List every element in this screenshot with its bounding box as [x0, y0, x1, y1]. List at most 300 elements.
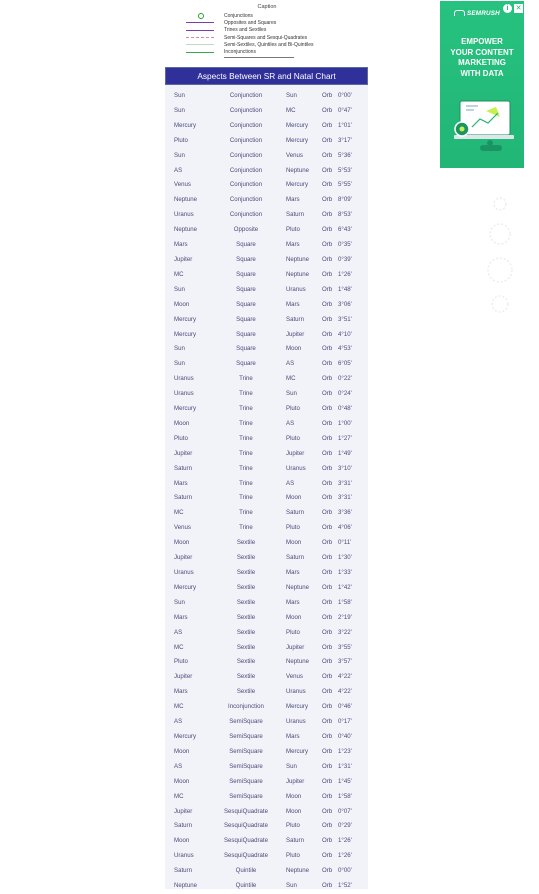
- legend-label: Conjunctions: [224, 12, 253, 19]
- aspects-panel: [165, 67, 368, 889]
- natal-planet: Moon: [286, 494, 302, 502]
- natal-planet: Uranus: [286, 688, 306, 696]
- orb-value: 3°31': [338, 494, 352, 502]
- orb-value: 6°43': [338, 226, 352, 234]
- orb-value: 5°36': [338, 151, 352, 159]
- sr-planet: Mercury: [174, 121, 197, 129]
- natal-planet: Sun: [286, 92, 297, 99]
- sr-planet: Pluto: [174, 136, 188, 144]
- aspect-row: [165, 372, 368, 387]
- natal-planet: Saturn: [286, 315, 304, 323]
- orb-value: 3°10': [338, 464, 352, 472]
- natal-planet: Neptune: [286, 270, 310, 278]
- sr-planet: MC: [174, 509, 184, 517]
- sr-planet: AS: [174, 718, 183, 726]
- aspect-row: [165, 193, 368, 208]
- sr-planet: MC: [174, 703, 184, 711]
- orb-label: Orb: [322, 703, 333, 711]
- orb-label: Orb: [322, 390, 333, 398]
- aspect-type: Trine: [239, 390, 253, 398]
- orb-value: 8°53': [338, 211, 352, 219]
- legend-item: [186, 48, 348, 55]
- aspect-row: [165, 283, 368, 298]
- caption-title: Caption: [257, 4, 277, 10]
- aspect-row: [165, 641, 368, 656]
- aspect-row: [165, 834, 368, 849]
- sr-planet: Mercury: [174, 315, 197, 323]
- sr-planet: Sun: [174, 360, 185, 368]
- ad-headline-line: EMPOWER: [461, 37, 503, 46]
- orb-value: 0°48': [338, 405, 352, 413]
- orb-label: Orb: [322, 255, 333, 263]
- orb-value: 8°09': [338, 196, 352, 204]
- sr-planet: Jupiter: [174, 255, 193, 263]
- natal-planet: Venus: [286, 673, 303, 681]
- orb-value: 0°39': [338, 255, 352, 263]
- legend-swatch-icon: [186, 41, 214, 48]
- aspect-row: [165, 417, 368, 432]
- orb-value: 1°26': [338, 270, 352, 278]
- orb-label: Orb: [322, 732, 333, 740]
- orb-label: Orb: [322, 405, 333, 413]
- sr-planet: Moon: [174, 539, 190, 547]
- aspect-row: [165, 208, 368, 223]
- aspect-row: [165, 626, 368, 641]
- aspect-row: [165, 879, 368, 894]
- orb-value: 4°06': [338, 524, 352, 532]
- orb-value: 5°55': [338, 181, 352, 189]
- aspect-type: Conjunction: [229, 106, 263, 114]
- aspect-type: Square: [236, 330, 256, 338]
- natal-planet: Sun: [286, 390, 297, 398]
- aspect-type: SemiSquare: [229, 792, 263, 800]
- sr-planet: Mars: [174, 613, 188, 621]
- natal-planet: Moon: [286, 345, 302, 353]
- orb-label: Orb: [322, 136, 333, 144]
- orb-label: Orb: [322, 583, 333, 591]
- orb-value: 3°55': [338, 643, 352, 651]
- natal-planet: Sun: [286, 762, 297, 770]
- orb-value: 3°57': [338, 658, 352, 666]
- orb-label: Orb: [322, 658, 333, 666]
- natal-planet: Neptune: [286, 583, 310, 591]
- sr-planet: Mercury: [174, 330, 197, 338]
- aspect-type: Conjunction: [229, 211, 263, 219]
- natal-planet: Saturn: [286, 554, 304, 562]
- orb-value: 1°00': [338, 419, 352, 427]
- orb-label: Orb: [322, 345, 333, 353]
- aspect-row: [165, 611, 368, 626]
- aspect-type: Trine: [239, 375, 253, 383]
- sr-planet: Pluto: [174, 434, 188, 442]
- aspect-type: Square: [236, 255, 256, 263]
- sr-planet: Neptune: [174, 226, 198, 234]
- orb-label: Orb: [322, 509, 333, 517]
- orb-label: Orb: [322, 419, 333, 427]
- orb-value: 1°26': [338, 852, 352, 860]
- natal-planet: Sun: [286, 882, 297, 890]
- sr-planet: Sun: [174, 92, 185, 99]
- legend-divider: [224, 57, 294, 58]
- orb-value: 3°06': [338, 300, 352, 308]
- natal-planet: Pluto: [286, 524, 300, 532]
- natal-planet: Pluto: [286, 822, 300, 830]
- aspect-type: Conjunction: [229, 136, 263, 144]
- aspect-row: [165, 223, 368, 238]
- ad-headline-line: MARKETING: [458, 58, 506, 68]
- orb-label: Orb: [322, 106, 333, 114]
- aspect-row: [165, 849, 368, 864]
- orb-value: 0°22': [338, 375, 352, 383]
- aspect-row: [165, 164, 368, 179]
- sr-planet: Saturn: [174, 822, 192, 830]
- orb-value: 0°47': [338, 106, 352, 114]
- aspect-row: [165, 536, 368, 551]
- aspect-type: SemiSquare: [229, 718, 263, 726]
- natal-planet: Saturn: [286, 211, 304, 219]
- panel-title: Aspects Between SR and Natal Chart: [165, 67, 368, 85]
- aspect-type: Sextile: [236, 658, 256, 666]
- natal-planet: Pluto: [286, 628, 300, 636]
- natal-planet: Moon: [286, 792, 302, 800]
- sr-planet: Uranus: [174, 390, 194, 398]
- sr-planet: Uranus: [174, 569, 194, 576]
- natal-planet: Pluto: [286, 226, 300, 234]
- aspect-type: Sextile: [236, 643, 256, 651]
- aspect-type: Trine: [239, 509, 253, 517]
- orb-value: 0°24': [338, 390, 352, 398]
- aspect-type: Square: [236, 345, 256, 353]
- natal-planet: Uranus: [286, 285, 306, 293]
- orb-label: Orb: [322, 539, 333, 547]
- orb-label: Orb: [322, 241, 333, 249]
- natal-planet: AS: [286, 479, 295, 487]
- aspect-row: [165, 670, 368, 685]
- aspect-row: [165, 134, 368, 149]
- aspect-row: [165, 551, 368, 566]
- orb-value: 0°17': [338, 718, 352, 726]
- orb-label: Orb: [322, 285, 333, 293]
- aspect-type: SemiSquare: [229, 762, 263, 770]
- aspect-row: [165, 596, 368, 611]
- natal-planet: Saturn: [286, 837, 304, 845]
- aspect-type: Sextile: [236, 613, 256, 621]
- sr-planet: Sun: [174, 345, 185, 353]
- natal-planet: Jupiter: [286, 777, 305, 785]
- orb-label: Orb: [322, 211, 333, 219]
- legend-swatch-icon: [186, 27, 214, 34]
- aspect-row: [165, 432, 368, 447]
- orb-value: 1°42': [338, 583, 352, 591]
- orb-value: 1°58': [338, 598, 352, 606]
- aspect-type: SesquiQuadrate: [223, 822, 269, 830]
- orb-label: Orb: [322, 315, 333, 323]
- natal-planet: Pluto: [286, 852, 300, 860]
- orb-value: 1°01': [338, 121, 352, 129]
- aspect-row: [165, 745, 368, 760]
- aspect-row: [165, 104, 368, 119]
- close-icon[interactable]: ✕: [515, 5, 522, 12]
- sr-planet: Sun: [174, 151, 185, 159]
- ad-headline-line: WITH DATA: [460, 68, 504, 78]
- aspect-type: Sextile: [236, 539, 256, 547]
- orb-label: Orb: [322, 226, 333, 234]
- natal-planet: Uranus: [286, 718, 306, 726]
- aspect-row: [165, 775, 368, 790]
- sr-planet: Moon: [174, 777, 190, 785]
- orb-value: 4°10': [338, 330, 352, 338]
- sr-planet: Moon: [174, 419, 190, 427]
- aspect-row: [165, 685, 368, 700]
- orb-value: 4°22': [338, 688, 352, 696]
- natal-planet: Mercury: [286, 181, 309, 189]
- aspect-row: [165, 477, 368, 492]
- sr-planet: Venus: [174, 181, 191, 189]
- sr-planet: Uranus: [174, 211, 194, 219]
- orb-label: Orb: [322, 867, 333, 875]
- ad-brand-logo: [454, 10, 500, 17]
- aspect-row: [165, 313, 368, 328]
- aspect-type: SemiSquare: [229, 747, 263, 755]
- orb-value: 0°00': [338, 867, 352, 875]
- orb-value: 1°26': [338, 837, 352, 845]
- aspect-row: [165, 462, 368, 477]
- orb-value: 1°58': [338, 792, 352, 800]
- natal-planet: Moon: [286, 539, 302, 547]
- orb-label: Orb: [322, 181, 333, 189]
- orb-label: Orb: [322, 479, 333, 487]
- aspect-row: [165, 253, 368, 268]
- orb-value: 1°45': [338, 777, 352, 785]
- legend-item: [186, 27, 348, 34]
- aspect-type: Conjunction: [229, 196, 263, 204]
- orb-value: 5°53': [338, 166, 352, 174]
- aspect-type: Conjunction: [229, 151, 263, 159]
- natal-planet: AS: [286, 419, 295, 427]
- aspect-type: Sextile: [236, 673, 256, 681]
- orb-value: 1°23': [338, 747, 352, 755]
- caption-legend: [186, 4, 348, 58]
- aspect-type: Trine: [239, 405, 253, 413]
- aspect-type: Inconjunction: [228, 703, 264, 711]
- aspect-type: Square: [236, 315, 256, 323]
- aspect-row: [165, 328, 368, 343]
- aspect-row: [165, 864, 368, 879]
- aspect-type: Sextile: [236, 583, 256, 591]
- sr-planet: Sun: [174, 598, 185, 606]
- legend-item: [186, 19, 348, 26]
- sr-planet: Mars: [174, 241, 188, 249]
- orb-value: 3°51': [338, 315, 352, 323]
- sr-planet: Pluto: [174, 658, 188, 666]
- aspect-row: [165, 119, 368, 134]
- natal-planet: Venus: [286, 151, 303, 159]
- aspect-row: [165, 819, 368, 834]
- legend-label: Semi-Squares and Sesqui-Quadrates: [224, 34, 308, 41]
- natal-planet: Moon: [286, 613, 302, 621]
- orb-label: Orb: [322, 554, 333, 562]
- advertisement[interactable]: [440, 1, 524, 168]
- orb-value: 1°31': [338, 762, 352, 770]
- aspect-type: Square: [236, 300, 256, 308]
- aspect-list: [165, 85, 368, 894]
- laptop-illustration-icon: [450, 93, 514, 155]
- ad-brand-name: SEMRUSH: [467, 10, 500, 17]
- orb-label: Orb: [322, 375, 333, 383]
- aspect-type: Trine: [239, 419, 253, 427]
- orb-label: Orb: [322, 777, 333, 785]
- orb-label: Orb: [322, 718, 333, 726]
- orb-value: 0°46': [338, 703, 352, 711]
- sr-planet: Moon: [174, 747, 190, 755]
- natal-planet: Pluto: [286, 434, 300, 442]
- natal-planet: Neptune: [286, 867, 310, 875]
- orb-label: Orb: [322, 762, 333, 770]
- aspect-row: [165, 700, 368, 715]
- orb-label: Orb: [322, 464, 333, 472]
- brand-mark-icon: [454, 10, 465, 16]
- aspect-type: Conjunction: [229, 92, 263, 99]
- natal-planet: Mars: [286, 300, 300, 308]
- ad-watermark-graphic: [478, 190, 522, 320]
- aspect-type: Conjunction: [229, 121, 263, 129]
- aspect-row: [165, 581, 368, 596]
- natal-planet: Mercury: [286, 747, 309, 755]
- natal-planet: Mercury: [286, 703, 309, 711]
- legend-label: Opposites and Squares: [224, 19, 277, 26]
- orb-label: Orb: [322, 449, 333, 457]
- orb-label: Orb: [322, 747, 333, 755]
- sr-planet: Jupiter: [174, 807, 193, 815]
- orb-label: Orb: [322, 882, 333, 890]
- orb-label: Orb: [322, 151, 333, 159]
- aspect-type: SesquiQuadrate: [223, 837, 269, 845]
- natal-planet: Mars: [286, 732, 300, 740]
- aspect-type: Trine: [239, 434, 253, 442]
- legend-swatch-icon: [186, 49, 214, 56]
- orb-value: 0°07': [338, 807, 352, 815]
- sr-planet: Mercury: [174, 583, 197, 591]
- aspect-type: Sextile: [236, 569, 256, 576]
- sr-planet: Mars: [174, 688, 188, 696]
- aspect-type: Square: [236, 285, 256, 293]
- legend-item: [186, 41, 348, 48]
- orb-value: 0°40': [338, 732, 352, 740]
- orb-value: 1°33': [338, 569, 352, 576]
- orb-value: 3°36': [338, 509, 352, 517]
- sr-planet: Neptune: [174, 882, 198, 890]
- legend-item: [186, 12, 348, 19]
- orb-value: 3°31': [338, 479, 352, 487]
- aspect-row: [165, 491, 368, 506]
- legend-swatch-icon: [186, 19, 214, 26]
- orb-value: 3°22': [338, 628, 352, 636]
- aspect-type: Trine: [239, 494, 253, 502]
- natal-planet: Jupiter: [286, 330, 305, 338]
- orb-label: Orb: [322, 524, 333, 532]
- ad-headline: [446, 37, 518, 79]
- natal-planet: AS: [286, 360, 295, 368]
- natal-planet: Neptune: [286, 658, 310, 666]
- sr-planet: Moon: [174, 837, 190, 845]
- orb-value: 3°17': [338, 136, 352, 144]
- orb-label: Orb: [322, 121, 333, 129]
- aspect-row: [165, 790, 368, 805]
- orb-value: 1°30': [338, 554, 352, 562]
- aspect-type: Opposite: [233, 226, 259, 234]
- natal-planet: Jupiter: [286, 449, 305, 457]
- orb-label: Orb: [322, 673, 333, 681]
- aspect-type: Conjunction: [229, 181, 263, 189]
- sr-planet: Saturn: [174, 494, 192, 502]
- natal-planet: Mars: [286, 241, 300, 249]
- sr-planet: Sun: [174, 106, 185, 114]
- orb-label: Orb: [322, 330, 333, 338]
- natal-planet: Pluto: [286, 405, 300, 413]
- sr-planet: Venus: [174, 524, 191, 532]
- orb-label: Orb: [322, 822, 333, 830]
- aspect-type: Square: [236, 270, 256, 278]
- legend-list: [186, 12, 348, 56]
- sr-planet: Neptune: [174, 196, 198, 204]
- sr-planet: Mercury: [174, 732, 197, 740]
- aspect-type: Sextile: [236, 554, 256, 562]
- aspect-row: [165, 655, 368, 670]
- orb-value: 1°49': [338, 449, 352, 457]
- aspect-type: Quintile: [235, 867, 257, 875]
- aspect-row: [165, 238, 368, 253]
- natal-planet: MC: [286, 375, 296, 383]
- aspect-type: SemiSquare: [229, 777, 263, 785]
- natal-planet: Neptune: [286, 255, 310, 263]
- orb-label: Orb: [322, 807, 333, 815]
- orb-label: Orb: [322, 628, 333, 636]
- aspect-type: SesquiQuadrate: [223, 807, 269, 815]
- sr-planet: Saturn: [174, 867, 192, 875]
- natal-planet: Mars: [286, 598, 300, 606]
- aspect-row: [165, 730, 368, 745]
- sr-planet: Sun: [174, 285, 185, 293]
- aspect-row: [165, 357, 368, 372]
- aspect-row: [165, 178, 368, 193]
- aspect-row: [165, 506, 368, 521]
- aspect-type: Sextile: [236, 688, 256, 696]
- orb-value: 1°52': [338, 882, 352, 890]
- aspect-row: [165, 521, 368, 536]
- aspect-type: SesquiQuadrate: [223, 852, 269, 860]
- orb-label: Orb: [322, 569, 333, 576]
- aspect-row: [165, 298, 368, 313]
- orb-label: Orb: [322, 598, 333, 606]
- natal-planet: Moon: [286, 807, 302, 815]
- orb-value: 6°05': [338, 360, 352, 368]
- sr-planet: MC: [174, 792, 184, 800]
- info-icon[interactable]: i: [503, 4, 512, 13]
- aspect-type: Sextile: [236, 628, 256, 636]
- sr-planet: Saturn: [174, 464, 192, 472]
- orb-label: Orb: [322, 688, 333, 696]
- orb-value: 0°00': [338, 92, 352, 99]
- orb-label: Orb: [322, 494, 333, 502]
- natal-planet: Uranus: [286, 464, 306, 472]
- legend-item: [186, 34, 348, 41]
- orb-label: Orb: [322, 837, 333, 845]
- aspect-type: SemiSquare: [229, 732, 263, 740]
- sr-planet: Mercury: [174, 405, 197, 413]
- natal-planet: Mars: [286, 569, 300, 576]
- orb-label: Orb: [322, 852, 333, 860]
- sr-planet: AS: [174, 628, 183, 636]
